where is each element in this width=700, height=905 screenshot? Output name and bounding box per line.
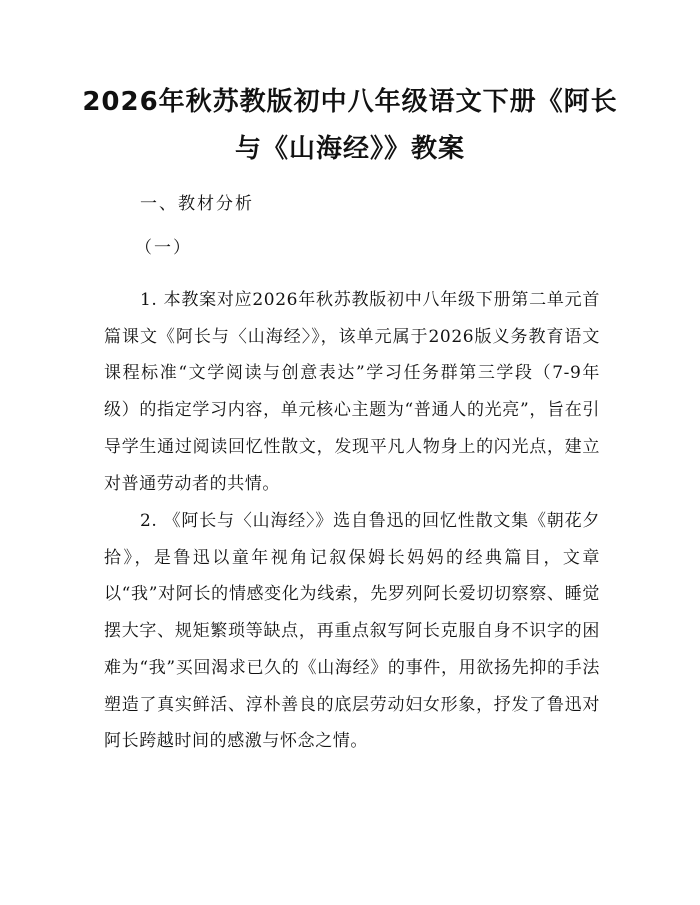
section-heading: 一、教材分析 xyxy=(140,194,254,214)
subsection-heading: （一） xyxy=(135,238,192,258)
paragraph-1: 1. 本教案对应2026年秋苏教版初中八年级下册第二单元首篇课文《阿长与〈山海经〉》，该单元属于2026版义务教育语文课程标准“文学阅读与创意表达”学习任务群第三学段（7-9年级）的指定学习内容，单元核心主题为“普通人的光亮”，旨在引导学生通过阅读回忆性散文，发现平凡人物身上的闪光点，建立对普通劳动者的共情。 xyxy=(104,290,600,494)
document-title-line-2: 与《山海经》》教案 xyxy=(234,134,465,164)
paragraph-2: 2. 《阿长与〈山海经〉》选自鲁迅的回忆性散文集《朝花夕拾》，是鲁迅以童年视角记叙保姆长妈妈的经典篇目，文章以“我”对阿长的情感变化为线索，先罗列阿长爱切切察察、睡觉摆大字、规矩繁琐等缺点，再重点叙写阿长克服自身不识字的困难为“我”买回渴求已久的《山海经》的事件，用欲扬先抑的手法塑造了真实鲜活、淳朴善良的底层劳动妇女形象，抒发了鲁迅对阿长跨越时间的感激与怀念之情。 xyxy=(104,511,600,752)
document-title-line-1: 2026年秋苏教版初中八年级语文下册《阿长 xyxy=(82,87,618,117)
